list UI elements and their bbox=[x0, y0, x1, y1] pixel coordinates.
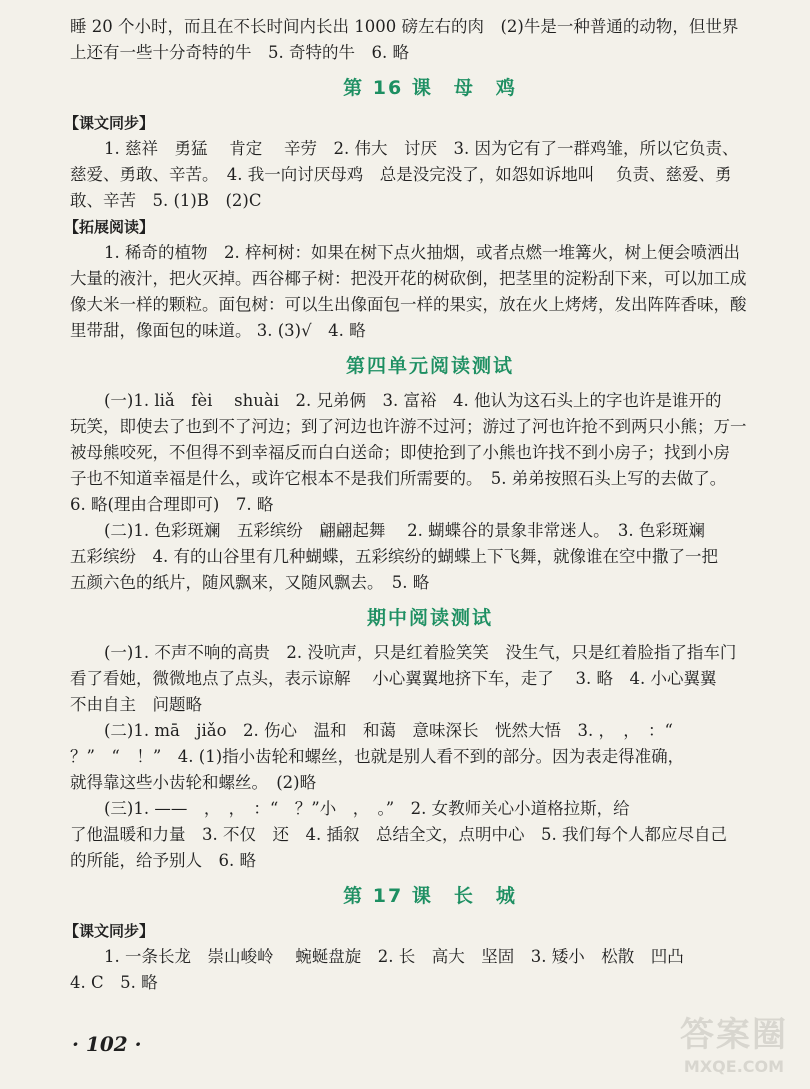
text-line: (一)1. liǎ fèi shuài 2. 兄弟俩 3. 富裕 4. 他认为这石头上的字也许是谁开的 bbox=[104, 391, 722, 410]
watermark-logo bbox=[664, 1013, 804, 1083]
section-tag-text-sync: 【课文同步】 bbox=[64, 922, 155, 940]
watermark-url: MXQE.COM bbox=[683, 1057, 785, 1076]
text-line: 看了看她，微微地点了点头，表示谅解 小心翼翼地挤下车，走了 3. 略 4. 小心翼翼 bbox=[70, 669, 717, 688]
section-tag-extended-reading: 【拓展阅读】 bbox=[64, 218, 155, 236]
section-tag-text-sync: 【课文同步】 bbox=[64, 114, 155, 132]
text-line: (一)1. 不声不响的高贵 2. 没吭声，只是红着脸笑笑 没生气，只是红着脸指了指车门 bbox=[104, 643, 737, 662]
text-line: 就得靠这些小齿轮和螺丝。 (2)略 bbox=[70, 773, 317, 792]
text-line: 大量的液汁，把火灭掉。西谷椰子树：把没开花的树砍倒，把茎里的淀粉刮下来，可以加工成 bbox=[70, 269, 747, 288]
text-line: 像大米一样的颗粒。面包树：可以生出像面包一样的果实，放在火上烤烤，发出阵阵香味，酸 bbox=[70, 295, 747, 314]
text-line: 睡 20 个小时，而且在不长时间内长出 1000 磅左右的肉 (2)牛是一种普通的动物，但世界 bbox=[70, 17, 739, 36]
text-line: 不由自主 问题略 bbox=[70, 695, 202, 714]
text-line: 1. 一条长龙 崇山峻岭 蜿蜒盘旋 2. 长 高大 坚固 3. 矮小 松散 凹凸 bbox=[104, 947, 684, 966]
text-line: 的所能，给予别人 6. 略 bbox=[70, 851, 256, 870]
text-line: 4. C 5. 略 bbox=[70, 973, 158, 992]
section-title-lesson-17: 第 17 课 长 城 bbox=[343, 885, 517, 907]
watermark-text: 答案圈 bbox=[680, 1015, 788, 1055]
text-line: 子也不知道幸福是什么，或许它根本不是我们所需要的。 5. 弟弟按照石头上写的去做了。 bbox=[70, 469, 727, 488]
section-title-unit-4-test: 第四单元阅读测试 bbox=[345, 355, 514, 377]
text-line: 五彩缤纷 4. 有的山谷里有几种蝴蝶，五彩缤纷的蝴蝶上下飞舞，就像谁在空中撒了一把 bbox=[70, 547, 718, 566]
text-line: (二)1. mā jiǎo 2. 伤心 温和 和蔼 意味深长 恍然大悟 3. ， ， ：“ bbox=[104, 721, 673, 740]
page-number: · 102 · bbox=[72, 1032, 142, 1056]
text-line: 1. 慈祥 勇猛 肯定 辛劳 2. 伟大 讨厌 3. 因为它有了一群鸡雏，所以它负责、 bbox=[104, 139, 739, 158]
text-line: 被母熊咬死，不但得不到幸福反而白白送命；即使抢到了小熊也许找不到小房子；找到小房 bbox=[70, 443, 730, 462]
text-line: (二)1. 色彩斑斓 五彩缤纷 翩翩起舞 2. 蝴蝶谷的景象非常迷人。 3. 色彩斑斓 bbox=[104, 521, 705, 540]
page-content bbox=[64, 14, 790, 996]
text-line: 慈爱、勇敢、辛苦。 4. 我一向讨厌母鸡 总是没完没了，如怨如诉地叫 负责、慈爱、勇 bbox=[70, 165, 732, 184]
text-line: 1. 稀奇的植物 2. 梓柯树：如果在树下点火抽烟，或者点燃一堆篝火，树上便会喷洒出 bbox=[104, 243, 740, 262]
text-line: 上还有一些十分奇特的牛 5. 奇特的牛 6. 略 bbox=[70, 43, 409, 62]
text-line: 玩笑，即使去了也到不了河边；到了河边也许游不过河；游过了河也许抢不到两只小熊；万一 bbox=[70, 417, 747, 436]
text-line: (三)1. —— ， ， ：“ ？”小 ， 。” 2. 女教师关心小道格拉斯，给 bbox=[104, 799, 630, 818]
text-line: 6. 略(理由合理即可) 7. 略 bbox=[70, 495, 274, 514]
section-title-midterm-test: 期中阅读测试 bbox=[366, 607, 493, 629]
text-line: ？” “ ！” 4. (1)指小齿轮和螺丝，也就是别人看不到的部分。因为表走得准确， bbox=[70, 747, 685, 766]
section-title-lesson-16: 第 16 课 母 鸡 bbox=[343, 77, 517, 99]
text-line: 里带甜，像面包的味道。 3. (3)√ 4. 略 bbox=[70, 321, 366, 340]
text-line: 了他温暖和力量 3. 不仅 还 4. 插叙 总结全文，点明中心 5. 我们每个人都应尽自己 bbox=[70, 825, 727, 844]
text-line: 五颜六色的纸片，随风飘来，又随风飘去。 5. 略 bbox=[70, 573, 430, 592]
text-line: 敢、辛苦 5. (1)B (2)C bbox=[70, 191, 262, 210]
